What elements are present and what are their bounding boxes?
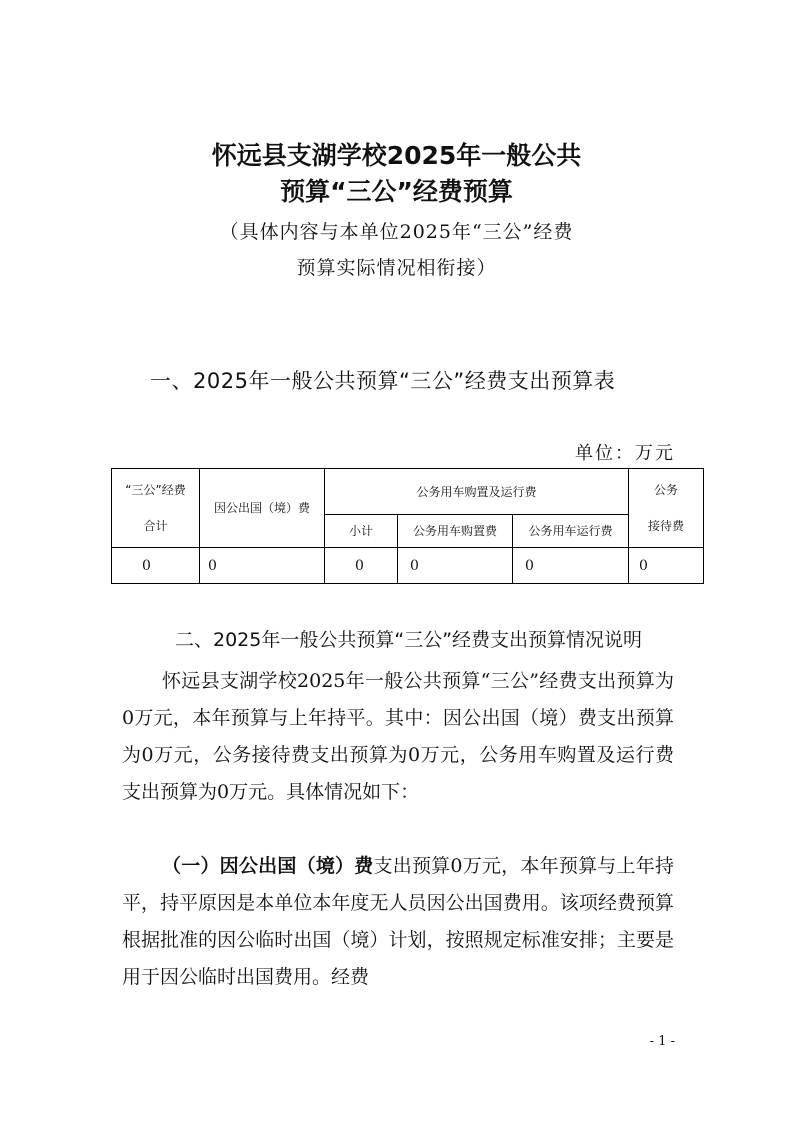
paragraph-abroad-lead: （一）因公出国（境）费	[162, 855, 374, 877]
budget-table	[111, 468, 704, 584]
document-title-line1: 怀远县支湖学校2025年一般公共	[211, 141, 582, 170]
paragraph-abroad-body: 支出预算0万元，本年预算与上年持平，持平原因是本单位本年度无人员因公出国费用。该项经费预算根据批准的因公临时出国（境）计划，按照规定标准安排；主要是用于因公临时出国费用。经费	[122, 855, 674, 988]
paragraph-abroad	[122, 848, 674, 996]
cell-vehicle-subtotal: 0	[325, 548, 398, 584]
header-total-label: “三公”经费	[125, 483, 186, 497]
document-subtitle-line1: （具体内容与本单位2025年“三公”经费	[219, 221, 574, 243]
header-reception-label: 公务	[653, 483, 678, 497]
table-row	[112, 548, 704, 584]
section1-heading: 一、2025年一般公共预算“三公”经费支出预算表	[150, 369, 616, 393]
table-header-row-1	[112, 469, 704, 515]
header-vehicle-group: 公务用车购置及运行费	[325, 469, 629, 515]
header-reception-label-line2: 接待费	[647, 519, 684, 533]
document-subtitle-line2: 预算实际情况相衔接）	[296, 257, 497, 279]
header-vehicle-subtotal: 小计	[325, 515, 398, 548]
header-total	[112, 469, 200, 548]
page-number-row	[0, 1034, 793, 1049]
unit-label: 单位：万元	[575, 443, 675, 464]
document-title-line2: 预算“三公”经费预算	[280, 177, 513, 206]
cell-reception: 0	[629, 548, 704, 584]
cell-vehicle-operation: 0	[513, 548, 629, 584]
section2-heading: 二、2025年一般公共预算“三公”经费支出预算情况说明	[175, 629, 643, 651]
header-total-label-line2: 合计	[143, 519, 168, 533]
header-vehicle-operation: 公务用车运行费	[513, 515, 629, 548]
header-abroad: 因公出国（境）费	[200, 469, 325, 548]
page-number: - 1 -	[649, 1034, 675, 1049]
cell-abroad: 0	[200, 548, 325, 584]
cell-vehicle-purchase: 0	[398, 548, 513, 584]
cell-total: 0	[112, 548, 200, 584]
header-reception	[629, 469, 704, 548]
header-vehicle-purchase: 公务用车购置费	[398, 515, 513, 548]
paragraph-summary: 怀远县支湖学校2025年一般公共预算“三公”经费支出预算为0万元，本年预算与上年持平。其中：因公出国（境）费支出预算为0万元，公务接待费支出预算为0万元，公务用车购置及运行费支出预算为0万元。具体情况如下：	[122, 670, 674, 803]
